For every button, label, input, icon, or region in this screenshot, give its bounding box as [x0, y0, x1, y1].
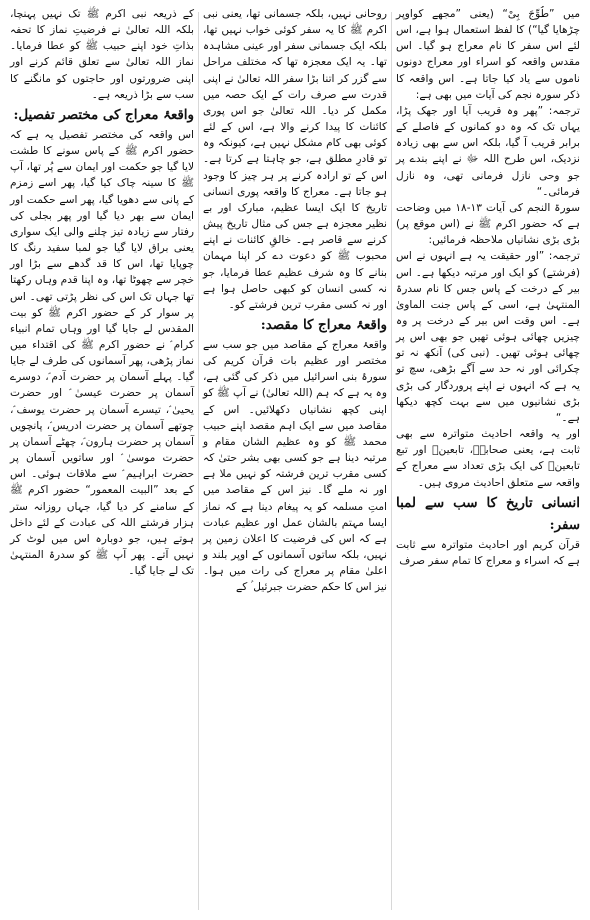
paragraph: سورۃ النجم کی آیات ۱۳-۱۸ میں وضاحت ہے کہ حضور اکرم ﷺ نے (اس موقع پر) بڑی بڑی نشانیاں ملاحظہ فرمائیں:: [396, 201, 580, 247]
paragraph: کے ذریعہ نبی اکرم ﷺ تک نہیں پہنچا، بلکہ اللہ تعالیٰ نے فرضیتِ نماز کا تحفہ بذاتِ خود اپنے حبیب ﷺ کو عطا فرمایا۔ نماز اللہ تعالیٰ سے تعلق قائم کرنے اور اپنی ضرورتوں اور حاجتوں کو مانگنے کا سب سے بڑا ذریعہ ہے۔: [10, 8, 194, 101]
text-column-middle: [199, 6, 391, 916]
paragraph: اور یہ واقعہ احادیث متواترہ سے بھی ثابت ہے، یعنی صحابہؓ، تابعینؒ اور تبع تابعینؒ کی ایک بڑی تعداد سے معراج کے واقعہ سے متعلق احادیث مروی ہیں۔: [396, 428, 580, 489]
paragraph: واقعۂ معراج کے مقاصد میں جو سب سے مختصر اور عظیم بات قرآن کریم کی سورۂ بنی اسرائیل میں ذکر کی گئی ہے، وہ یہ ہے کہ ہم (اللہ تعالیٰ) نے آپ ﷺ کو اپنی کچھ نشانیاں دکھلائیں۔ اس کے مقاصد میں سے ایک اہم مقصد اپنے حبیب محمد ﷺ کو وہ عظیم الشان مقام و مرتبہ دینا ہے جو کسی بھی بشر حتیٰ کہ کسی مقرب ترین فرشتہ کو نہیں ملا ہے اور نہ ملے گا۔ نیز اس کے مقاصد میں امتِ مسلمہ کو یہ پیغام دینا ہے کہ نماز ایسا مہتم بالشان عمل اور عظیم عبادت ہے کہ اس کی فرضیت کا اعلان زمین پر نہیں، بلکہ ساتوں آسمانوں کے اوپر بلند و اعلیٰ مقام پر معراج کی رات میں ہوا۔ نیز اس کا حکم حضرت جبرئیل ؑ کے: [203, 338, 387, 594]
paragraph: اس واقعہ کی مختصر تفصیل یہ ہے کہ حضور اکرم ﷺ کے پاس سونے کا طشت لایا گیا جو حکمت اور ایمان سے پُر تھا، آپ ﷺ کا سینہ چاک کیا گیا، پھر اسے زمزم کے پانی سے دھویا گیا، پھر اسے حکمت اور ایمان سے بھر دیا گیا اور پھر بجلی کی رفتار سے زیادہ تیز چلنے والی ایک سواری یعنی براق لایا گیا جو لمبا سفید رنگ کا چوپایا تھا، اس کا قد گدھے سے بڑا اور خچر سے چھوٹا تھا، وہ اپنا قدم وہاں رکھتا تھا جہاں تک اس کی نظر پڑتی تھی۔ اس پر سوار کر کے حضور اکرم ﷺ کو بیت المقدس لے جایا گیا اور وہاں تمام انبیاء کرام ؑ نے حضور اکرم ﷺ کی اقتداء میں نماز پڑھی، پھر آسمانوں کی طرف لے جایا گیا۔ پہلے آسمان پر حضرت آدم ؑ، دوسرے آسمان پر حضرت عیسیٰ ؑ اور حضرت یحییٰ ؑ، تیسرے آسمان پر حضرت یوسف ؑ، چوتھے آسمان پر حضرت ادریس ؑ، پانچویں آسمان پر حضرت ہارون ؑ، چھٹے آسمان پر حضرت موسیٰ ؑ اور ساتویں آسمان پر حضرت ابراہیم ؑ سے ملاقات ہوئی۔ اس کے بعد ”البیت المعمور“ حضور اکرم ﷺ کے سامنے کر دیا گیا، جہاں روزانہ ستر ہزار فرشتے اللہ کی عبادت کے لئے داخل ہوتے ہیں، جو دوبارہ اس میں لوٹ کر نہیں آتے۔ پھر آپ ﷺ کو سدرۃ المنتہیٰ تک لے جایا گیا۔: [10, 128, 194, 578]
paragraph: قرآن کریم اور احادیث متواترہ سے ثابت ہے کہ اسراء و معراج کا تمام سفر صرف: [396, 538, 580, 567]
section-heading: واقعۂ معراج کا مقصد:: [260, 316, 387, 333]
paragraph: میں ”طُوِّجَ بِیْ“ (یعنی ”مجھے کواوپر چڑھایا گیا“) کا لفظ استعمال ہوا ہے، اس لئے اس سفر کا نام معراج ہو گیا۔ اس مقدس واقعہ کو اسراء اور معراج دونوں ناموں سے یاد کیا جاتا ہے۔ اس واقعہ کا ذکر سورہ نجم کی آیات میں بھی ہے:: [396, 8, 580, 101]
paragraph: روحانی نہیں، بلکہ جسمانی تھا، یعنی نبی اکرم ﷺ کا یہ سفر کوئی خواب نہیں تھا، بلکہ ایک جسمانی سفر اور عینی مشاہدہ تھا۔ یہ ایک معجزہ تھا کہ مختلف مراحل سے گزر کر اتنا بڑا سفر اللہ تعالیٰ نے اپنی قدرت سے صرف رات کے ایک حصہ میں مکمل کر دیا۔ اللہ تعالیٰ جو اس پوری کائنات کا پیدا کرنے والا ہے، اس کے لئے کوئی بھی کام مشکل نہیں ہے، کیونکہ وہ تو قادرِ مطلق ہے، جو چاہتا ہے کرتا ہے۔ اس کے تو ارادہ کرنے پر ہر چیز کا وجود ہو جاتا ہے۔ معراج کا واقعہ پوری انسانی تاریخ کا ایک ایسا عظیم، مبارک اور بے نظیر معجزہ ہے جس کی مثال تاریخ پیش کرنے سے قاصر ہے۔ خالقِ کائنات نے اپنے محبوب ﷺ کو دعوت دے کر اپنا مہمان بنانے کا وہ شرف عظیم عطا فرمایا، جو نہ کسی انسان کو کبھی حاصل ہوا ہے اور نہ کسی مقرب ترین فرشتے کو۔: [203, 8, 387, 311]
section-heading: واقعۂ معراج کی مختصر تفصیل:: [13, 106, 194, 123]
section-heading: انسانی تاریخ کا سب سے لمبا سفر:: [396, 494, 580, 533]
paragraph: ترجمہ: ”اور حقیقت یہ ہے انہوں نے اس (فرشتے) کو ایک اور مرتبہ دیکھا ہے۔ اس بیر کے درخت کے پاس جس کا نام سدرۃ المنتہیٰ ہے، اسی کے پاس جنت الماویٰ ہے۔ اس وقت اس بیر کے درخت پر وہ چیزیں چھائی ہوئی تھیں جو بھی اس پر چھائی ہوئی تھیں۔ (نبی کی) آنکھ نہ تو چکرائی اور نہ حد سے آگے بڑھی، سچ تو یہ ہے کہ انہوں نے اپنے پروردگار کی بڑی بڑی نشانیوں میں سے بہت کچھ دیکھا ہے۔“: [396, 250, 580, 424]
text-column-left: [6, 6, 198, 916]
text-column-right: [392, 6, 584, 916]
paragraph: ترجمہ: ”پھر وہ قریب آیا اور جھک پڑا، یہاں تک کہ وہ دو کمانوں کے فاصلے کے برابر قریب آ گیا، بلکہ اس سے بھی زیادہ نزدیک، اس طرح اللہ ﷻ نے اپنے بندے پر جو وحی نازل فرمانی تھی، وہ نازل فرمائی۔“: [396, 104, 580, 198]
